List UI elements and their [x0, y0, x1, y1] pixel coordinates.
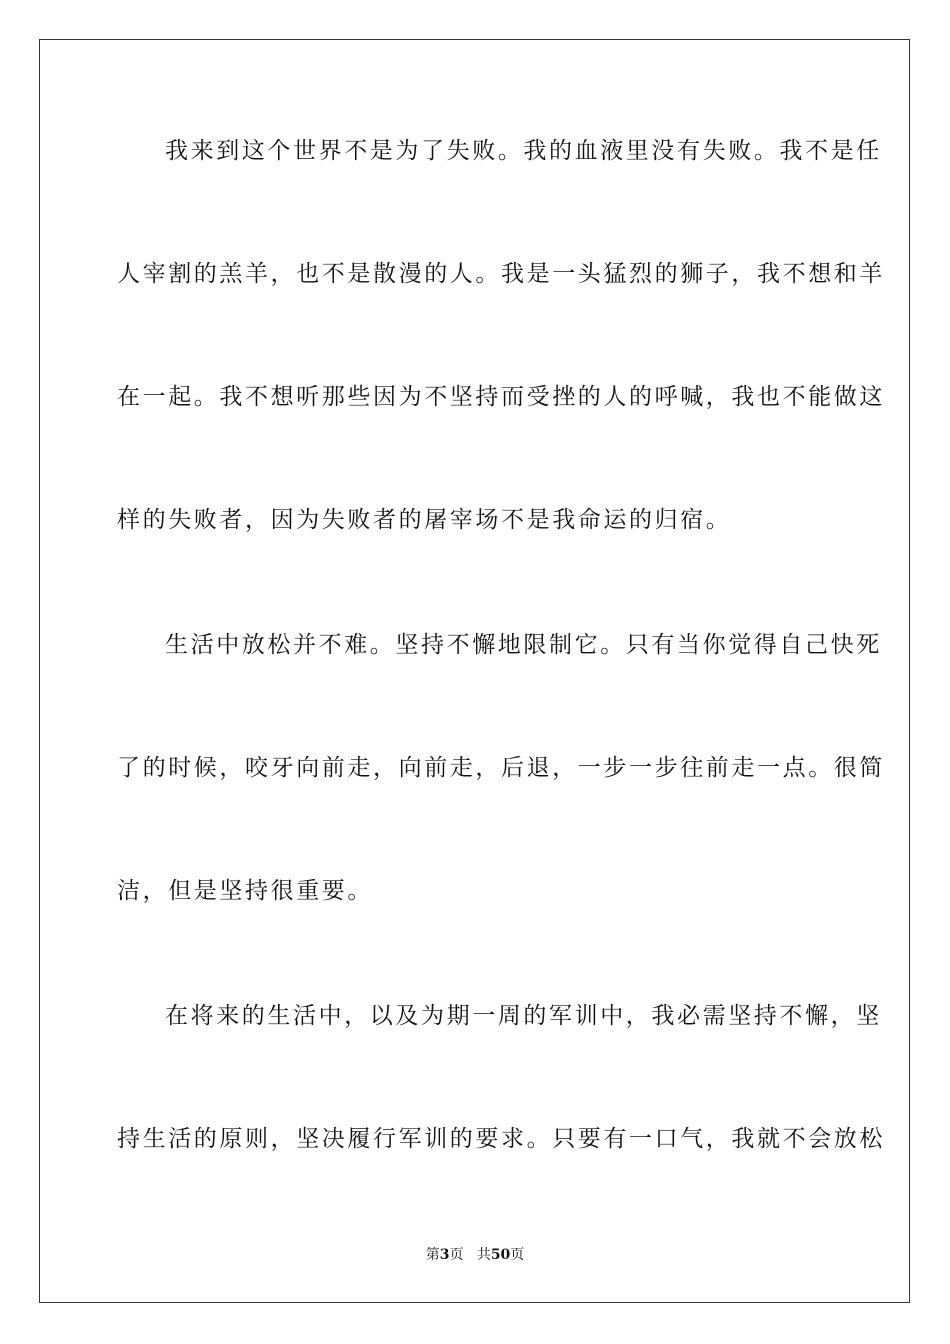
page-prefix: 第 — [425, 1247, 440, 1263]
paragraph-1-line-2: 人宰割的羔羊，也不是散漫的人。我是一头猛烈的狮子，我不想和羊 — [117, 261, 885, 287]
paragraph-1-line-3: 在一起。我不想听那些因为不坚持而受挫的人的呼喊，我也不能做这 — [117, 384, 885, 410]
paragraph-2-line-2: 了的时候，咬牙向前走，向前走，后退，一步一步往前走一点。很简 — [117, 755, 885, 781]
page-suffix: 页 — [449, 1247, 464, 1263]
paragraph-3-line-1: 在将来的生活中，以及为期一周的军训中，我必需坚持不懈，坚 — [165, 1003, 882, 1029]
paragraph-1-line-4: 样的失败者，因为失败者的屠宰场不是我命运的归宿。 — [117, 507, 732, 533]
total-suffix: 页 — [510, 1247, 525, 1263]
page-number: 3 — [439, 1247, 450, 1263]
page-border — [39, 39, 910, 1303]
paragraph-1-line-1: 我来到这个世界不是为了失败。我的血液里没有失败。我不是任 — [165, 138, 882, 164]
paragraph-2-line-1: 生活中放松并不难。坚持不懈地限制它。只有当你觉得自己快死 — [165, 632, 882, 658]
page-footer — [0, 1245, 950, 1265]
paragraph-3-line-2: 持生活的原则，坚决履行军训的要求。只要有一口气，我就不会放松 — [117, 1126, 885, 1152]
total-pages: 50 — [490, 1247, 511, 1263]
paragraph-2-line-3: 洁，但是坚持很重要。 — [117, 878, 373, 904]
total-prefix: 共 — [476, 1247, 491, 1263]
